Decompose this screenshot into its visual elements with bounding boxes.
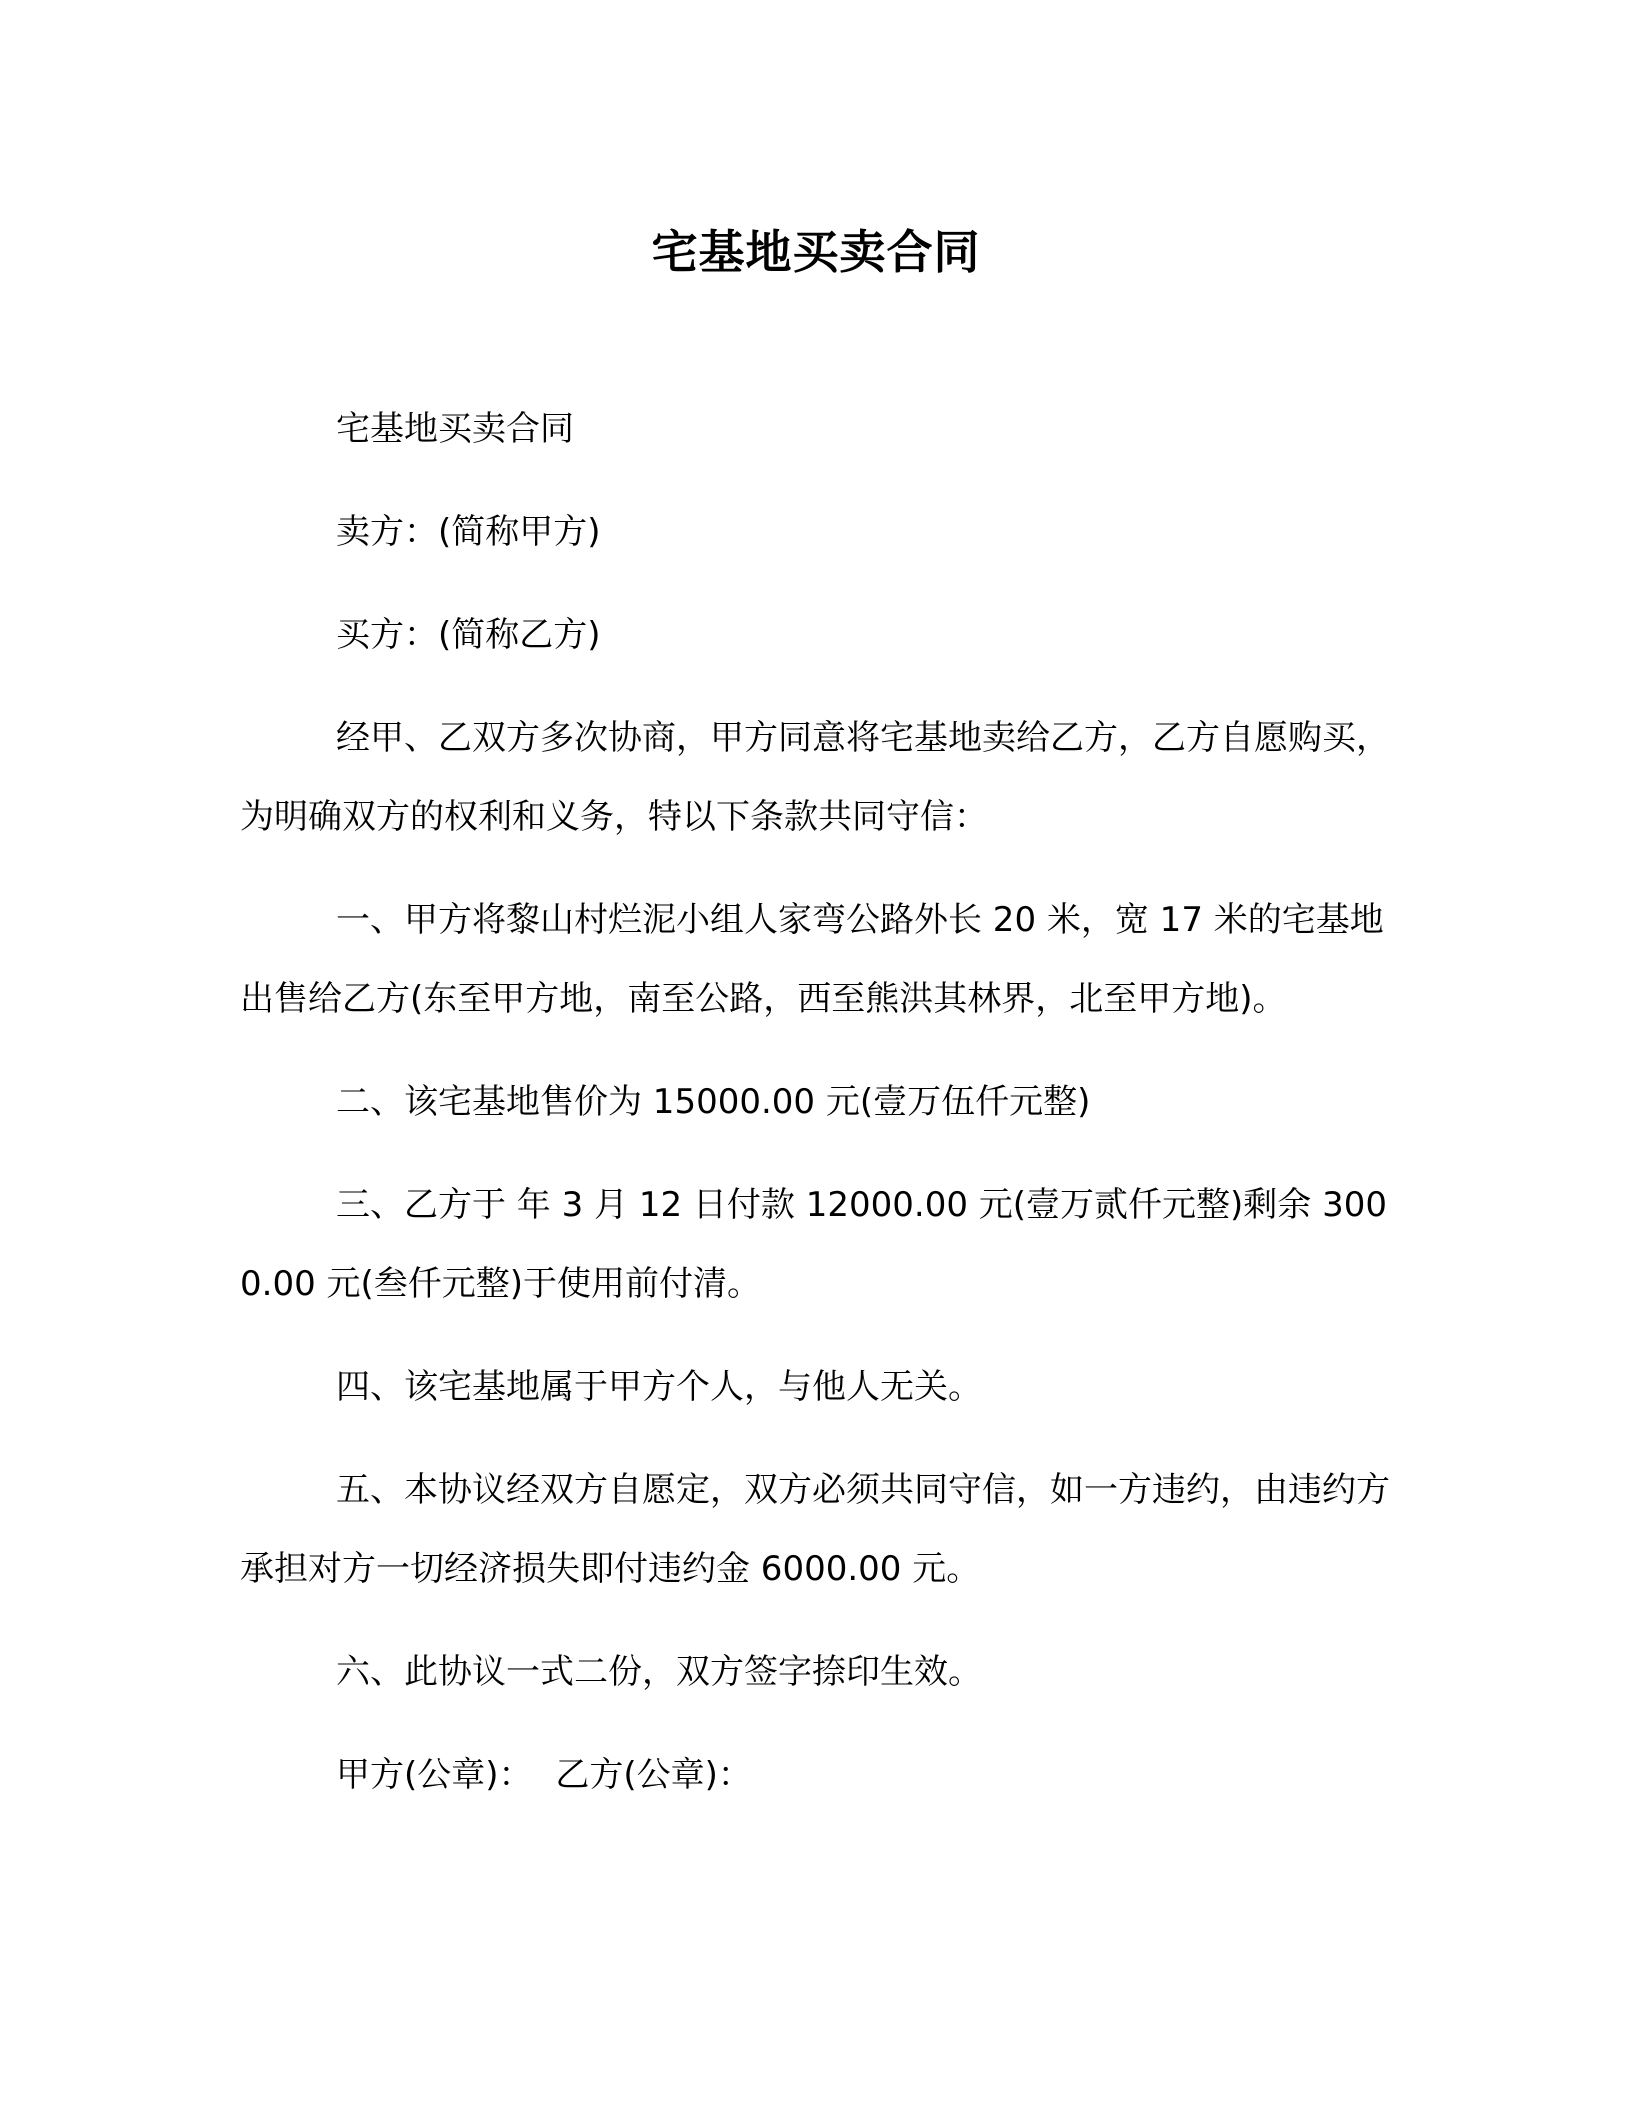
signature-row [240, 1736, 1412, 1815]
document-body [240, 390, 1412, 1815]
paragraph-clause-5: 五、本协议经双方自愿定，双方必须共同守信，如一方违约，由违约方承担对方一切经济损失即付违约金 6000.00 元。 [240, 1470, 1390, 1589]
paragraph-clause-4: 四、该宅基地属于甲方个人，与他人无关。 [336, 1367, 982, 1407]
paragraph-buyer: 买方：(简称乙方) [336, 615, 601, 655]
party-a-seal-label: 甲方(公章)： [336, 1755, 533, 1795]
paragraph-heading: 宅基地买卖合同 [336, 409, 574, 449]
paragraph-seller: 卖方：(简称甲方) [336, 512, 601, 552]
paragraph-clause-2: 二、该宅基地售价为 15000.00 元(壹万伍仟元整) [336, 1082, 1091, 1122]
document-title: 宅基地买卖合同 [651, 225, 981, 279]
paragraph-clause-1: 一、甲方将黎山村烂泥小组人家弯公路外长 20 米，宽 17 米的宅基地出售给乙方(东至甲方地，南至公路，西至熊洪其林界，北至甲方地)。 [240, 900, 1384, 1019]
paragraph-clause-3: 三、乙方于 年 3 月 12 日付款 12000.00 元(壹万贰仟元整)剩余 3000.00 元(叁仟元整)于使用前付清。 [240, 1185, 1388, 1304]
paragraph-clause-6: 六、此协议一式二份，双方签字捺印生效。 [336, 1652, 982, 1692]
party-b-seal-label: 乙方(公章)： [555, 1755, 752, 1795]
paragraph-preamble: 经甲、乙双方多次协商，甲方同意将宅基地卖给乙方，乙方自愿购买，为明确双方的权利和义务，特以下条款共同守信： [240, 718, 1390, 837]
